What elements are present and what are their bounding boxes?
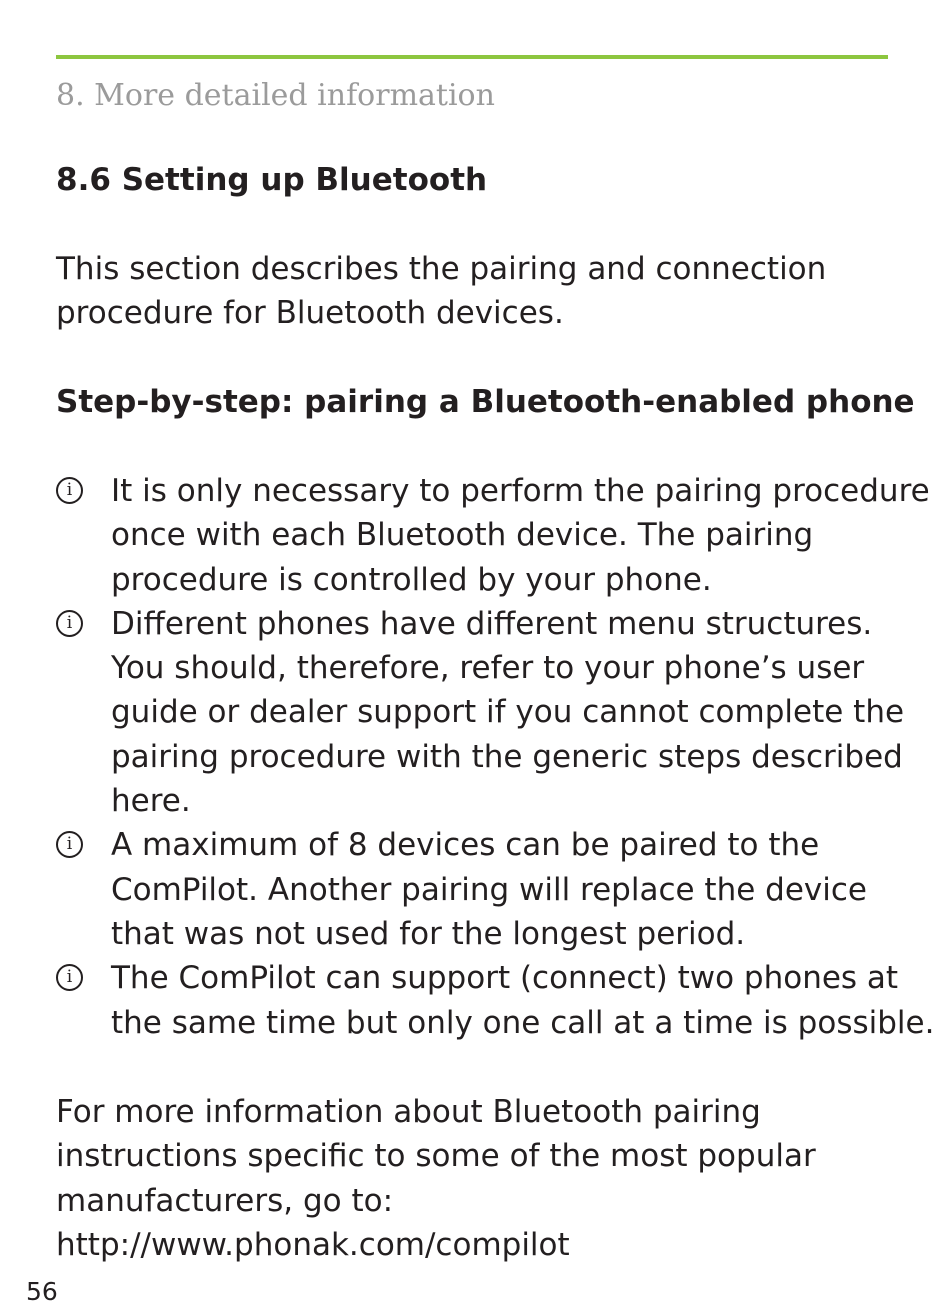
info-icon: i [56,964,83,991]
more-info-line: For more information about Bluetooth pairing [56,1094,761,1130]
page-title: 8.6 Setting up Bluetooth [56,162,488,198]
steps-heading: Step-by-step: pairing a Bluetooth-enabled phone [56,384,915,420]
note-line: ComPilot. Another pairing will replace the device [111,871,867,908]
intro-line: This section describes the pairing and connection [56,251,827,287]
info-icon: i [56,831,83,858]
note-line: guide or dealer support if you cannot complete the [111,694,905,731]
intro-paragraph [56,247,826,336]
note-line: It is only necessary to perform the pairing procedure [111,473,930,509]
note-line: once with each Bluetooth device. The pairing [111,517,814,554]
info-notes-list [56,469,935,1045]
page-number: 56 [26,1277,58,1306]
compilot-url: http://www.phonak.com/compilot [56,1226,570,1263]
info-note [56,823,926,956]
section-label: 8. More detailed information [56,78,495,113]
note-line: The ComPilot can support (connect) two phones at [111,960,899,997]
note-line: A maximum of 8 devices can be paired to the [111,827,820,864]
more-info-paragraph [56,1090,816,1267]
header-rule [56,55,888,59]
note-line: here. [111,783,191,820]
info-icon: i [56,477,83,504]
note-line: procedure is controlled by your phone. [111,561,712,598]
info-note [56,602,926,823]
note-line: You should, therefore, refer to your phone’s user [111,650,865,687]
note-line: that was not used for the longest period. [111,915,746,952]
intro-line: procedure for Bluetooth devices. [56,295,564,332]
more-info-line: instructions specific to some of the most popular [56,1138,816,1175]
note-line: pairing procedure with the generic steps described [111,738,903,775]
note-line: the same time but only one call at a time is possible. [111,1004,935,1041]
note-line: Different phones have different menu structures. [111,605,873,642]
info-icon: i [56,610,83,637]
info-note [56,956,935,1045]
info-note [56,469,930,602]
more-info-line: manufacturers, go to: [56,1182,394,1219]
